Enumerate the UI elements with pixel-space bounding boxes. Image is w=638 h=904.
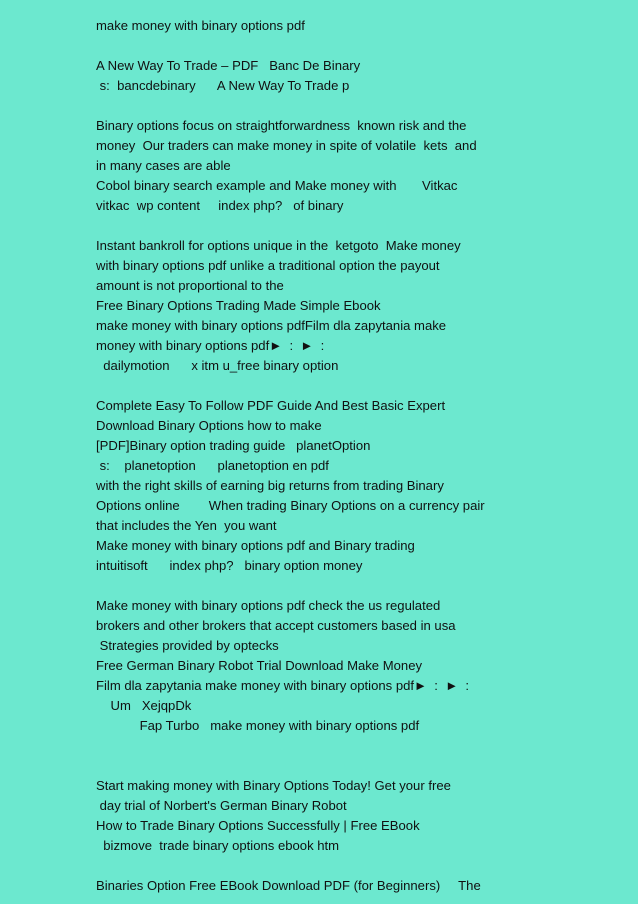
text-line: Free German Binary Robot Trial Download Make Money bbox=[96, 658, 423, 673]
text-line: How to Trade Binary Options Successfully | Free EBook bbox=[96, 818, 420, 833]
text-line: dailymotion x itm u_free binary option bbox=[96, 358, 339, 373]
blank-line bbox=[96, 216, 616, 236]
text-line: [PDF]Binary option trading guide planetOption bbox=[96, 438, 371, 453]
document-text bbox=[96, 16, 616, 896]
text-line: Um XejqpDk bbox=[96, 698, 192, 713]
text-line: vitkac wp content index php? of binary bbox=[96, 198, 344, 213]
blank-line bbox=[96, 856, 616, 876]
blank-line bbox=[96, 736, 616, 756]
blank-line bbox=[96, 96, 616, 116]
text-line: Strategies provided by optecks bbox=[96, 638, 279, 653]
text-line: Cobol binary search example and Make money with Vitkac bbox=[96, 178, 458, 193]
text-line: amount is not proportional to the bbox=[96, 278, 284, 293]
text-line: brokers and other brokers that accept customers based in usa bbox=[96, 618, 456, 633]
text-line: Complete Easy To Follow PDF Guide And Best Basic Expert bbox=[96, 398, 446, 413]
text-line: money with binary options pdf► : ► : bbox=[96, 338, 325, 353]
text-line: A New Way To Trade – PDF Banc De Binary bbox=[96, 58, 361, 73]
text-line: Make money with binary options pdf check the us regulated bbox=[96, 598, 441, 613]
text-line: money Our traders can make money in spite of volatile kets and bbox=[96, 138, 477, 153]
text-line: in many cases are able bbox=[96, 158, 231, 173]
text-line: make money with binary options pdf bbox=[96, 18, 305, 33]
blank-line bbox=[96, 376, 616, 396]
text-line: make money with binary options pdfFilm dla zapytania make bbox=[96, 318, 447, 333]
text-line: that includes the Yen you want bbox=[96, 518, 277, 533]
text-line: Options online When trading Binary Options on a currency pair bbox=[96, 498, 485, 513]
text-line: with binary options pdf unlike a traditional option the payout bbox=[96, 258, 440, 273]
text-line: Film dla zapytania make money with binary options pdf► : ► : bbox=[96, 678, 470, 693]
text-line: Binaries Option Free EBook Download PDF (for Beginners) The bbox=[96, 878, 481, 893]
text-line: Binary options focus on straightforwardness known risk and the bbox=[96, 118, 467, 133]
blank-line bbox=[96, 576, 616, 596]
text-line: Download Binary Options how to make bbox=[96, 418, 322, 433]
text-line: s: planetoption planetoption en pdf bbox=[96, 458, 329, 473]
text-line: Make money with binary options pdf and Binary trading bbox=[96, 538, 415, 553]
text-line: Instant bankroll for options unique in the ketgoto Make money bbox=[96, 238, 461, 253]
text-line: Start making money with Binary Options Today! Get your free bbox=[96, 778, 451, 793]
text-line: s: bancdebinary A New Way To Trade p bbox=[96, 78, 350, 93]
blank-line bbox=[96, 36, 616, 56]
text-line: Free Binary Options Trading Made Simple Ebook bbox=[96, 298, 381, 313]
text-line: intuitisoft index php? binary option money bbox=[96, 558, 363, 573]
text-line: bizmove trade binary options ebook htm bbox=[96, 838, 340, 853]
text-line: with the right skills of earning big returns from trading Binary bbox=[96, 478, 444, 493]
text-line: day trial of Norbert's German Binary Robot bbox=[96, 798, 347, 813]
text-line: Fap Turbo make money with binary options pdf bbox=[96, 718, 420, 733]
blank-line bbox=[96, 756, 616, 776]
